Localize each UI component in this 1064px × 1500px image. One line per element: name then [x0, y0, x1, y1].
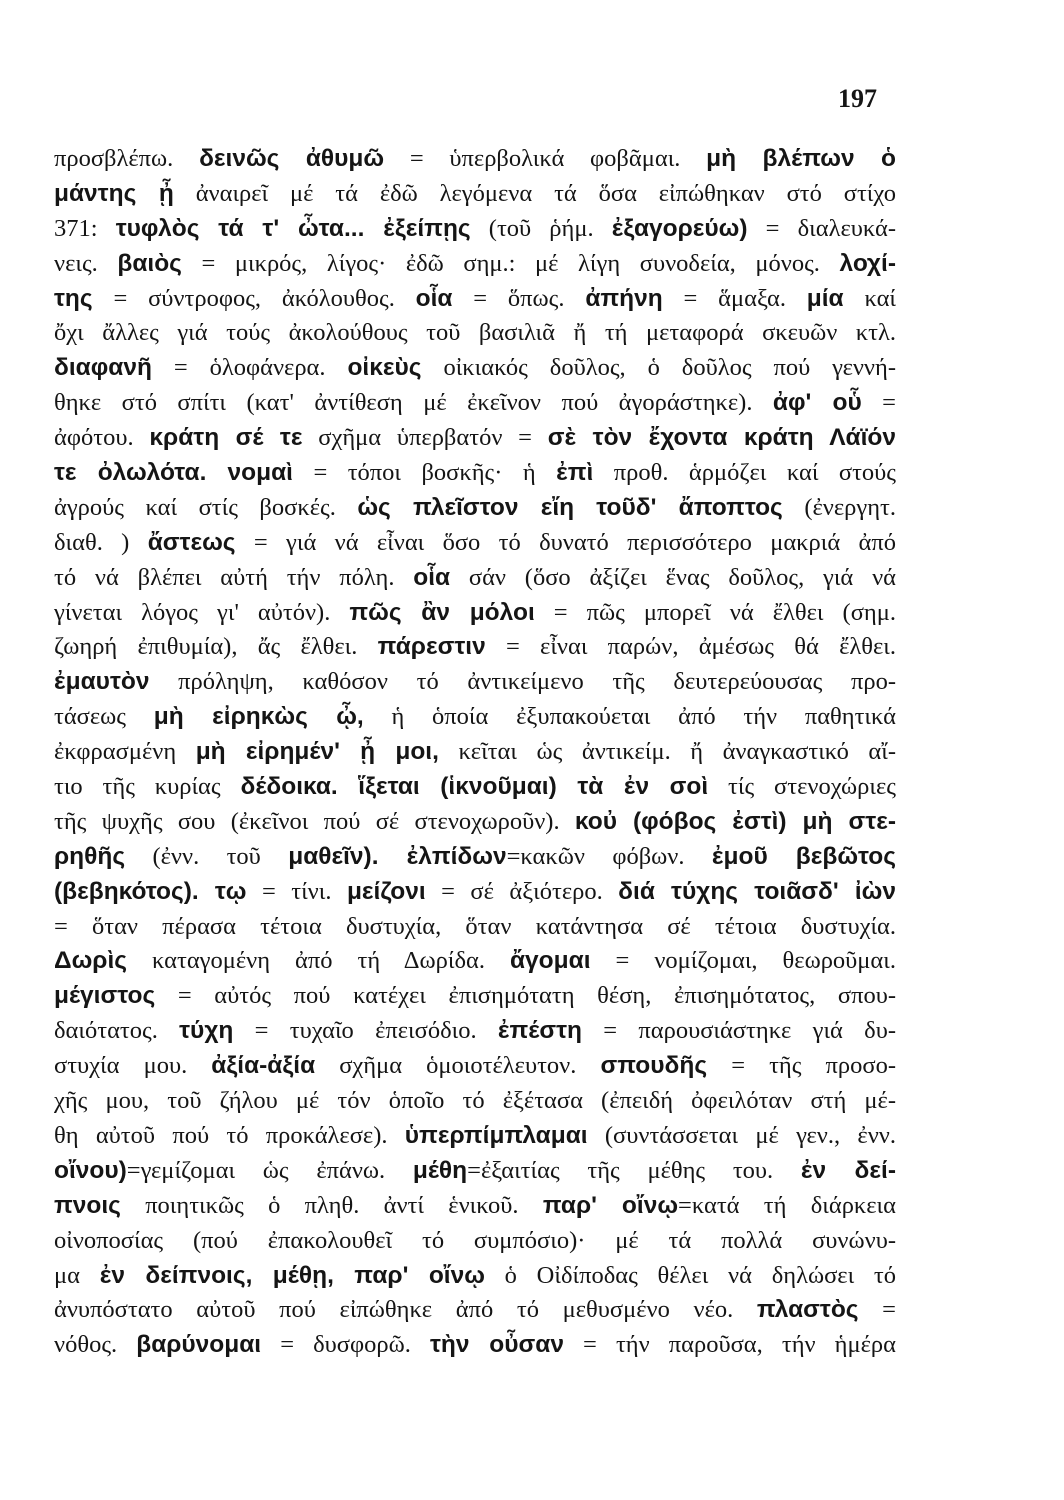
gloss-text: σχῆμα ὁμοιοτέλευτον.: [315, 1052, 601, 1080]
gloss-text: προσβλέπω.: [54, 145, 200, 172]
headword: πλαστὸς: [756, 1296, 859, 1324]
gloss-text: χῆς μου, τοῦ ζήλου μέ τόν ὁποῖο τό ἐξέτασα (ἐπειδή ὀφειλόταν στή μέ-: [54, 1087, 896, 1115]
headword: μάντης ᾖ: [54, 179, 174, 207]
headword: μὴ εἰρηκὼς ᾦ,: [153, 703, 364, 731]
headword: τὴν οὖσαν: [429, 1331, 564, 1359]
headword: πῶς ἂν μόλοι: [349, 598, 535, 626]
headword: ἀπήνη: [585, 284, 663, 312]
gloss-text: ἀγρούς καί στίς βοσκές.: [54, 493, 358, 521]
text-line: [54, 142, 896, 177]
text-line: [54, 910, 896, 945]
text-line: [54, 386, 896, 421]
gloss-text: ἀνυπόστατο αὐτοῦ πού εἰπώθηκε ἀπό τό μεθυσμένο νέο.: [54, 1296, 757, 1324]
gloss-text: = πῶς μπορεῖ νά ἔλθει (σημ.: [534, 598, 896, 626]
gloss-text: = τήν παροῦσα, τήν ἡμέρα: [563, 1331, 896, 1359]
headword: μέγιστος: [54, 982, 156, 1010]
gloss-text: θηκε στό σπίτι (κατ' ἀντίθεση μέ ἐκεῖνον πού ἀγοράστηκε).: [54, 389, 773, 417]
headword: ἄγομαι: [510, 947, 591, 975]
headword: ἐμοῦ βεβῶτος: [711, 842, 896, 870]
headword: σὲ τὸν ἔχοντα κράτη Λάϊόν: [547, 424, 897, 452]
gloss-text: οἰκιακός δοῦλος, ὁ δοῦλος πού γεννή-: [421, 354, 896, 382]
gloss-text: = τόποι βοσκῆς· ἡ: [293, 459, 557, 487]
text-line: [54, 944, 896, 979]
gloss-text: = αὐτός πού κατέχει ἐπισημότατη θέση, ἐπισημότατος, σπου-: [155, 982, 896, 1010]
text-line: [54, 1293, 896, 1328]
gloss-text: θη αὐτοῦ πού τό προκάλεσε).: [54, 1121, 405, 1149]
text-line: [54, 979, 896, 1014]
gloss-text: =ἐξαιτίας τῆς μέθης του.: [467, 1156, 801, 1184]
text-line: [54, 700, 896, 735]
headword: μὴ εἰρημέν' ᾖ μοι,: [195, 738, 439, 766]
headword: τε ὀλωλότα. νομαὶ: [54, 459, 293, 487]
gloss-text: νεις.: [54, 249, 118, 277]
gloss-text: =κακῶν φόβων.: [506, 842, 712, 870]
gloss-text: ὁ Οἰδίποδας θέλει νά δηλώσει τό: [484, 1261, 896, 1289]
gloss-text: ἡ ὁποία ἐξυπακούεται ἀπό τήν παθητικά: [363, 703, 896, 731]
gloss-text: = τίνι.: [246, 877, 347, 905]
gloss-text: τάσεως: [54, 703, 154, 731]
headword: μείζονι: [346, 877, 426, 905]
gloss-text: (ἐνεργητ.: [782, 493, 896, 521]
headword: κοὐ (φόβος ἐστὶ) μὴ στε-: [574, 807, 896, 835]
headword: μαθεῖν). ἐλπίδων: [288, 842, 507, 870]
text-line: [54, 526, 896, 561]
gloss-text: τίς στενοχώριες: [708, 773, 896, 801]
gloss-text: προθ. ἁρμόζει καί στούς: [593, 459, 896, 487]
headword: βαρύνομαι: [136, 1331, 262, 1359]
gloss-text: στυχία μου.: [54, 1052, 212, 1080]
gloss-text: = σέ ἀξιότερο.: [425, 877, 619, 905]
gloss-text: γίνεται λόγος γι' αὐτόν).: [54, 598, 350, 626]
headword: ἐξαγορεύω): [611, 214, 748, 242]
gloss-text: τιο τῆς κυρίας: [54, 773, 241, 801]
gloss-text: = εἶναι παρών, ἀμέσως θά ἔλθει.: [485, 633, 896, 661]
text-line: [54, 770, 896, 805]
gloss-text: =: [858, 1296, 896, 1324]
text-line: [54, 630, 896, 665]
headword: διά τύχης τοιᾶσδ' ἰὼν: [618, 877, 896, 905]
text-line: [54, 1259, 896, 1294]
gloss-text: = τυχαῖο ἐπεισόδιο.: [233, 1017, 498, 1045]
text-line: [54, 212, 896, 247]
gloss-text: = γιά νά εἶναι ὅσο τό δυνατό περισσότερο μακριά ἀπό: [235, 528, 896, 556]
gloss-text: οἰνοποσίας (πού ἐπακολουθεῖ τό συμπόσιο)· μέ τά πολλά συνώνυ-: [54, 1226, 896, 1254]
gloss-text: ποιητικῶς ὁ πληθ. ἀντί ἑνικοῦ.: [120, 1191, 543, 1219]
headword: οἷα: [413, 563, 451, 591]
gloss-text: καί: [843, 284, 896, 312]
headword: μὴ βλέπων ὁ: [706, 145, 896, 172]
headword: ἐν δείπνοις, μέθῃ, παρ' οἴνῳ: [99, 1261, 485, 1289]
gloss-text: ἐκφρασμένη: [54, 738, 196, 766]
headword: (βεβηκότος). τῳ: [54, 877, 247, 905]
text-line: [54, 1014, 896, 1049]
text-line: [54, 282, 896, 317]
headword: οἷα: [415, 284, 453, 312]
gloss-text: = ὅταν πέρασα τέτοια δυστυχία, ὅταν κατάντησα σέ τέτοια δυστυχία.: [54, 912, 896, 940]
headword: της: [54, 284, 93, 312]
gloss-text: σάν (ὅσο ἀξίζει ἕνας δοῦλος, γιά νά: [450, 563, 896, 591]
text-line: [54, 1328, 896, 1363]
gloss-text: διαθ. ): [54, 528, 148, 556]
headword: τυφλὸς τά τ' ὦτα... ἐξείπῃς: [115, 214, 471, 242]
gloss-text: = τῆς προσο-: [707, 1052, 896, 1080]
headword: ρηθῆς: [54, 842, 126, 870]
text-line: [54, 805, 896, 840]
gloss-text: = παρουσιάστηκε γιά δυ-: [581, 1017, 897, 1045]
text-line: [54, 177, 896, 212]
text-line: [54, 316, 896, 351]
gloss-text: δαιότατος.: [54, 1017, 180, 1045]
gloss-text: = διαλευκά-: [747, 214, 897, 242]
gloss-text: νόθος.: [54, 1331, 137, 1359]
gloss-text: = ὁλοφάνερα.: [151, 354, 348, 382]
text-line: [54, 840, 896, 875]
gloss-text: τό νά βλέπει αὐτή τήν πόλη.: [54, 563, 414, 591]
headword: βαιὸς: [117, 249, 182, 277]
gloss-text: ἀναιρεῖ μέ τά ἐδῶ λεγόμενα τά ὅσα εἰπώθηκαν στό στίχο: [173, 179, 896, 207]
text-line: [54, 421, 896, 456]
headword: κράτη σέ τε: [149, 424, 303, 452]
headword: παρ' οἴνῳ: [542, 1191, 679, 1219]
text-line: [54, 875, 896, 910]
headword: μέθη: [412, 1156, 468, 1184]
gloss-text: (τοῦ ῥήμ.: [470, 214, 612, 242]
text-line: [54, 1084, 896, 1119]
text-line: [54, 596, 896, 631]
gloss-text: καταγομένη ἀπό τή Δωρίδα.: [127, 947, 510, 975]
text-line: [54, 1224, 896, 1259]
text-line: [54, 1049, 896, 1084]
text-line: [54, 561, 896, 596]
headword: οἰκεὺς: [347, 354, 422, 382]
text-line: [54, 735, 896, 770]
headword: ἐπέστη: [497, 1017, 582, 1045]
headword: δέδοικα. ἵξεται (ἱκνοῦμαι) τὰ ἐν σοὶ: [240, 773, 709, 801]
headword: πάρεστιν: [377, 633, 486, 661]
gloss-text: τῆς ψυχῆς σου (ἐκεῖνοι πού σέ στενοχωροῦν).: [54, 807, 575, 835]
commentary-text: [54, 142, 896, 1363]
gloss-text: =κατά τή διάρκεια: [678, 1191, 896, 1219]
gloss-text: = νομίζομαι, θεωροῦμαι.: [590, 947, 896, 975]
gloss-text: =: [861, 389, 897, 417]
gloss-text: ἀφότου.: [54, 424, 150, 452]
gloss-text: = δυσφορῶ.: [261, 1331, 430, 1359]
text-line: [54, 665, 896, 700]
headword: Δωρὶς: [54, 947, 128, 975]
gloss-text: = ὅπως.: [452, 284, 586, 312]
gloss-text: σχῆμα ὑπερβατόν =: [302, 424, 548, 452]
headword: διαφανῆ: [54, 354, 152, 382]
headword: σπουδῆς: [600, 1052, 708, 1080]
headword: τύχη: [179, 1017, 234, 1045]
headword: μία: [806, 284, 844, 312]
headword: δεινῶς ἀθυμῶ: [199, 145, 385, 172]
headword: ἐν δεί-: [800, 1156, 896, 1184]
gloss-text: =γεμίζομαι ὡς ἐπάνω.: [126, 1156, 413, 1184]
text-line: [54, 1189, 896, 1224]
gloss-text: = ὑπερβολικά φοβᾶμαι.: [384, 145, 707, 172]
gloss-text: = σύντροφος, ἀκόλουθος.: [92, 284, 416, 312]
text-line: [54, 456, 896, 491]
headword: οἴνου): [54, 1156, 127, 1184]
text-line: [54, 1154, 896, 1189]
page-number: 197: [838, 84, 877, 113]
headword: ἄστεως: [147, 528, 236, 556]
headword: ὡς πλεῖστον εἴη τοῦδ' ἄποπτος: [357, 493, 783, 521]
gloss-text: κεῖται ὡς ἀντικείμ. ἤ ἀναγκαστικό αἴ-: [438, 738, 896, 766]
headword: ἀφ' οὗ: [772, 389, 862, 417]
gloss-text: 371:: [54, 214, 116, 242]
headword: ἐπὶ: [556, 459, 594, 487]
headword: ἀξία-ἀξία: [211, 1052, 316, 1080]
headword: πνοις: [54, 1191, 121, 1219]
gloss-text: = ἅμαξα.: [662, 284, 807, 312]
headword: ὑπερπίμπλαμαι: [404, 1121, 588, 1149]
gloss-text: = μικρός, λίγος· ἐδῶ σημ.: μέ λίγη συνοδεία, μόνος.: [181, 249, 840, 277]
text-line: [54, 1119, 896, 1154]
gloss-text: (συντάσσεται μέ γεν., ἐνν.: [587, 1121, 896, 1149]
headword: ἐμαυτὸν: [54, 668, 150, 696]
text-line: [54, 491, 896, 526]
text-line: [54, 247, 896, 282]
gloss-text: ζωηρή ἐπιθυμία), ἄς ἔλθει.: [54, 633, 378, 661]
headword: λοχί-: [839, 249, 896, 277]
gloss-text: μα: [54, 1261, 100, 1289]
text-line: [54, 351, 896, 386]
gloss-text: (ἐνν. τοῦ: [125, 842, 289, 870]
gloss-text: πρόληψη, καθόσον τό ἀντικείμενο τῆς δευτερεύουσας προ-: [149, 668, 896, 696]
gloss-text: ὄχι ἄλλες γιά τούς ἀκολούθους τοῦ βασιλιᾶ ἤ τή μεταφορά σκευῶν κτλ.: [54, 319, 896, 347]
